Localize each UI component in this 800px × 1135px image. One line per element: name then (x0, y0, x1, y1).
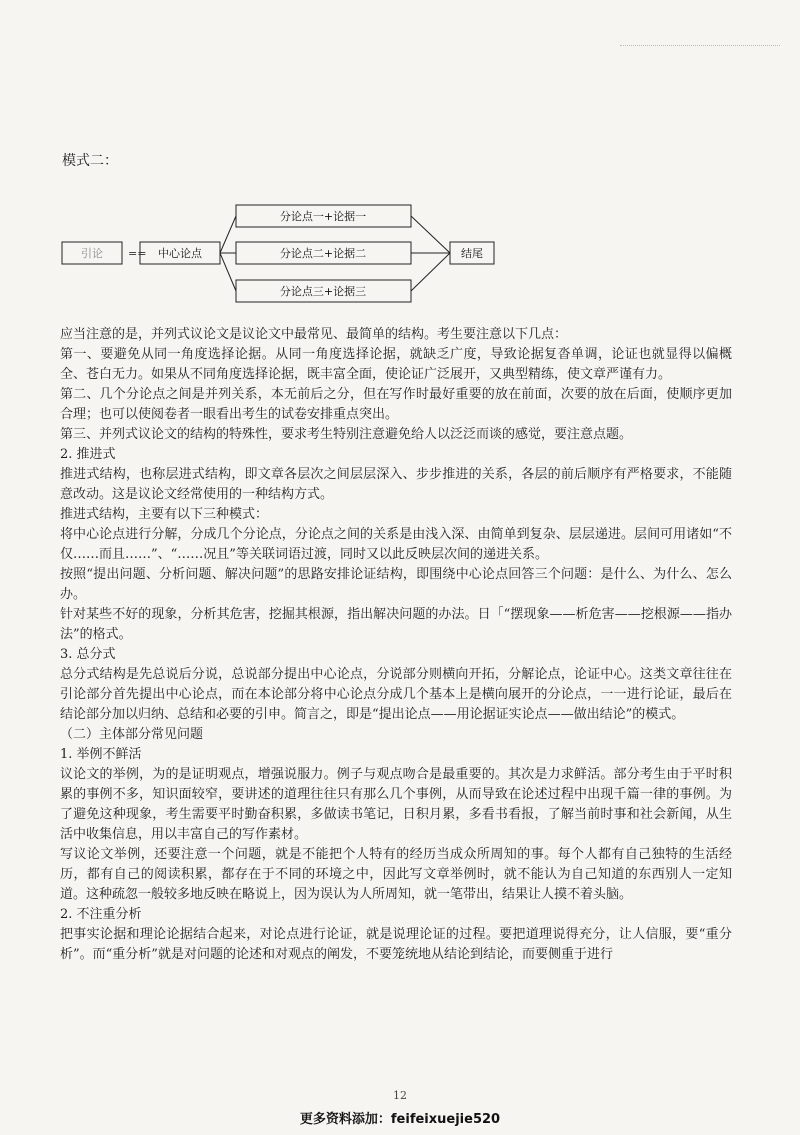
paragraph: 针对某些不好的现象，分析其危害，挖掘其根源，指出解决问题的办法。日「“摆现象——析危害——挖根源——指办法”的格式。 (60, 607, 732, 642)
paragraph: 推进式结构，也称层进式结构，即文章各层次之间层层深入、步步推进的关系，各层的前后顺序有严格要求，不能随意改动。这是议论文经常使用的一种结构方式。 (60, 467, 732, 502)
diagram-branch-text-3: 分论点三+论据三 (279, 285, 367, 298)
paragraph: 写议论文举例，还要注意一个问题，就是不能把个人特有的经历当成众所周知的事。每个人都有自己独特的生活经历，都有自己的阅读积累，都存在于不同的环境之中，因此写文章举例时，就不能认为自己知道的东西别人一定知道。这种疏忽一般较多地反映在略说上，因为误认为人所周知，就一笔带出，结果让人摸不着头脑。 (60, 847, 732, 902)
paragraph: 把事实论据和理论论据结合起来，对论点进行论证，就是说理论证的过程。要把道理说得充分，让人信服，要“重分析”。而“重分析”就是对问题的论述和对观点的阐发，不要笼统地从结论到结论，而要侧重于进行 (60, 927, 732, 962)
diagram-line-6 (411, 253, 450, 291)
diagram-connector: == (128, 247, 147, 260)
diagram-line-3 (220, 253, 236, 291)
structure-diagram (0, 190, 800, 320)
footer-note: 更多资料添加：feifeixuejie520 (299, 1112, 501, 1127)
section-title: 1. 举例不鲜活 (60, 747, 142, 762)
page-number: 12 (393, 1089, 407, 1102)
paragraph: 应当注意的是，并列式议论文是议论文中最常见、最简单的结构。考生要注意以下几点： (60, 327, 568, 342)
paragraph: 推进式结构，主要有以下三种模式： (60, 507, 269, 522)
diagram-branch-text-2: 分论点二+论据二 (279, 247, 367, 260)
diagram-center-text: 中心论点 (158, 247, 202, 260)
diagram-conclusion-text: 结尾 (461, 247, 483, 260)
paragraph: 总分式结构是先总说后分说，总说部分提出中心论点，分说部分则横向开拓，分解论点，论证中心。这类文章往往在引论部分首先提出中心论点，而在本论部分将中心论点分成几个基本上是横向展开的分论点，一一进行论证，最后在结论部分加以归纳、总结和必要的引申。简言之，即是“提出论点——用论据证实论点——做出结论”的模式。 (60, 667, 732, 722)
diagram-branch-text-1: 分论点一+论据一 (279, 210, 367, 223)
paragraph: 第二、几个分论点之间是并列关系，本无前后之分，但在写作时最好重要的放在前面，次要的放在后面，使顺序更加合理；也可以使阅卷者一眼看出考生的试卷安排重点突出。 (60, 387, 732, 422)
diagram-line-4 (411, 216, 450, 253)
paragraph: 第三、并列式议论文的结构的特殊性，要求考生特别注意避免给人以泛泛而谈的感觉，要注意点题。 (60, 427, 633, 442)
section-title: 3. 总分式 (60, 647, 116, 662)
section-title: （二）主体部分常见问题 (60, 727, 204, 742)
section-heading: 模式二： (62, 153, 118, 169)
diagram-intro-text: 引论 (81, 247, 103, 260)
scan-artifact-line (620, 45, 780, 46)
section-title: 2. 不注重分析 (60, 907, 142, 922)
paragraph: 按照“提出问题、分析问题、解决问题”的思路安排论证结构，即围绕中心论点回答三个问题：是什么、为什么、怎么办。 (60, 567, 732, 602)
diagram-line-1 (220, 216, 236, 253)
body-text (60, 325, 732, 965)
paragraph: 议论文的举例，为的是证明观点，增强说服力。例子与观点吻合是最重要的。其次是力求鲜活。部分考生由于平时积累的事例不多，知识面较窄，要讲述的道理往往只有那么几个事例，从而导致在论述过程中出现千篇一律的事例。为了避免这种现象，考生需要平时勤奋积累，多做读书笔记，日积月累，多看书看报，了解当前时事和社会新闻，从生活中收集信息，用以丰富自己的写作素材。 (60, 767, 732, 842)
section-title: 2. 推进式 (60, 447, 116, 462)
paragraph: 将中心论点进行分解，分成几个分论点，分论点之间的关系是由浅入深、由简单到复杂、层层递进。层间可用诸如“不仅……而且……”、“……况且”等关联词语过渡，同时又以此反映层次间的递进关系。 (60, 527, 732, 562)
paragraph: 第一、要避免从同一角度选择论据。从同一角度选择论据，就缺乏广度，导致论据复沓单调，论证也就显得以偏概全、苍白无力。如果从不同角度选择论据，既丰富全面，使论证广泛展开，又典型精练，使文章严谨有力。 (60, 347, 732, 382)
